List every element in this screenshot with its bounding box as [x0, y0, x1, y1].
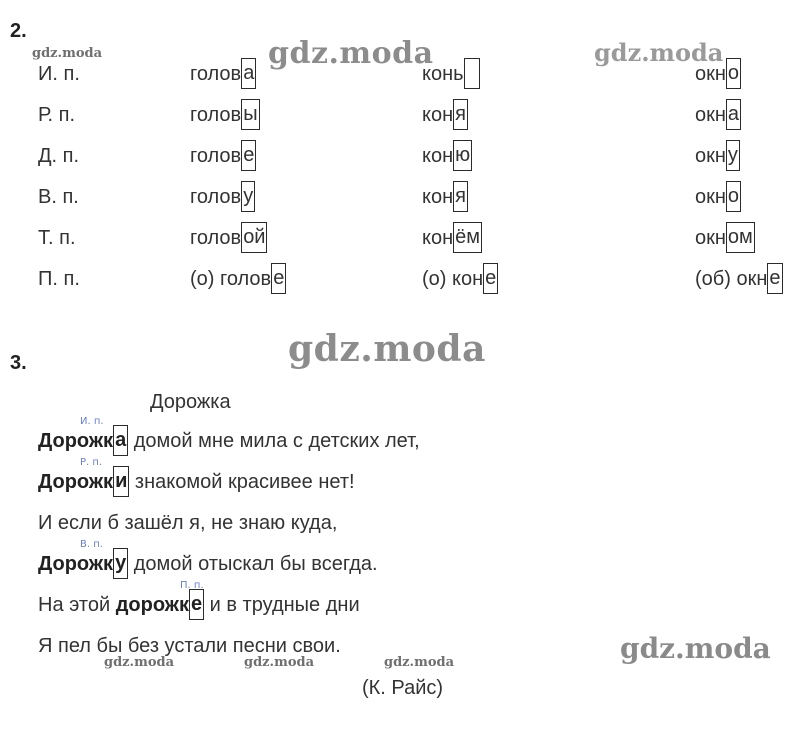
case-note: И. п. — [80, 416, 104, 427]
word-stem: окн — [695, 227, 726, 249]
poem-text: знакомой красивее нет! — [129, 471, 355, 493]
poem-line: Я пел бы без устали песни свои. — [38, 635, 341, 657]
ending-box: о — [726, 58, 741, 89]
case-note: В. п. — [80, 539, 103, 550]
word-form — [695, 136, 740, 176]
task-2-number: 2. — [10, 20, 27, 42]
ending-box: ы — [241, 99, 259, 130]
word-form — [190, 136, 256, 176]
ending-box: и — [113, 466, 129, 497]
word-stem: голов — [190, 63, 242, 85]
poem-keyword — [38, 553, 128, 575]
poem-text: домой отыскал бы всегда. — [128, 553, 378, 575]
watermark: gdz.moda — [594, 38, 724, 67]
word-form — [190, 54, 256, 94]
word-stem: Дорожк — [38, 471, 114, 493]
word-stem: конь — [422, 63, 464, 85]
word-stem: Дорожк — [38, 430, 114, 452]
poem-text: домой мне мила с детских лет, — [128, 430, 420, 452]
ending-box: е — [241, 140, 256, 171]
ending-box: е — [271, 263, 286, 294]
word-form — [422, 177, 468, 217]
poem-keyword — [38, 471, 129, 493]
watermark: gdz.moda — [244, 655, 315, 670]
word-stem: окн — [695, 186, 726, 208]
poem-line — [38, 426, 420, 456]
poem-line — [38, 549, 378, 579]
poem-line: И если б зашёл я, не знаю куда, — [38, 512, 338, 534]
word-form — [190, 218, 267, 258]
poem-text: На этой — [38, 594, 116, 616]
ending-box: ю — [453, 140, 472, 171]
word-stem: окн — [695, 145, 726, 167]
ending-box: е — [189, 589, 204, 620]
word-stem: окн — [695, 63, 726, 85]
poem-line — [38, 590, 360, 620]
word-form — [190, 259, 286, 299]
case-label: Д. п. — [38, 145, 80, 167]
word-form — [190, 95, 260, 135]
poem-author: (К. Райс) — [362, 677, 444, 699]
ending-box: а — [241, 58, 256, 89]
word-stem: Дорожк — [38, 553, 114, 575]
case-note: Р. п. — [80, 457, 103, 468]
word-form — [695, 95, 741, 135]
word-stem: (о) голов — [190, 268, 272, 290]
ending-box: ём — [453, 222, 482, 253]
poem-keyword — [38, 430, 128, 452]
word-form — [695, 177, 741, 217]
case-note: П. п. — [180, 580, 204, 591]
ending-box: у — [726, 140, 740, 171]
case-label: Т. п. — [38, 227, 76, 249]
ending-box: ой — [241, 222, 267, 253]
watermark: gdz.moda — [620, 632, 771, 665]
word-form — [190, 177, 255, 217]
word-form — [422, 136, 472, 176]
ending-box: ом — [726, 222, 755, 253]
case-label: И. п. — [38, 63, 80, 85]
poem-text: и в трудные дни — [204, 594, 360, 616]
ending-box: я — [453, 99, 468, 130]
word-stem: дорожк — [115, 594, 189, 616]
word-stem: голов — [190, 186, 242, 208]
word-form — [695, 218, 755, 258]
word-form — [695, 54, 741, 94]
ending-box: у — [241, 181, 255, 212]
word-form — [422, 54, 480, 94]
watermark: gdz.moda — [288, 328, 486, 370]
case-label: Р. п. — [38, 104, 76, 126]
case-label: П. п. — [38, 268, 80, 290]
ending-box: е — [483, 263, 498, 294]
poem-title: Дорожка — [150, 391, 231, 413]
watermark: gdz.moda — [32, 46, 103, 61]
watermark: gdz.moda — [104, 655, 175, 670]
poem-keyword — [116, 594, 204, 616]
watermark: gdz.moda — [384, 655, 455, 670]
word-stem: (об) окн — [695, 268, 768, 290]
word-stem: кон — [422, 186, 454, 208]
poem-line — [38, 467, 355, 497]
word-form — [695, 259, 783, 299]
word-stem: (о) кон — [422, 268, 484, 290]
word-stem: кон — [422, 227, 454, 249]
word-form — [422, 95, 468, 135]
ending-box: а — [726, 99, 741, 130]
ending-box: е — [767, 263, 782, 294]
ending-box: у — [113, 548, 128, 579]
word-stem: голов — [190, 104, 242, 126]
ending-box — [464, 58, 480, 89]
ending-box: о — [726, 181, 741, 212]
ending-box: я — [453, 181, 468, 212]
ending-box: а — [113, 425, 128, 456]
word-stem: кон — [422, 145, 454, 167]
word-stem: голов — [190, 227, 242, 249]
case-label: В. п. — [38, 186, 79, 208]
word-form — [422, 218, 482, 258]
word-form — [422, 259, 498, 299]
task-3-number: 3. — [10, 352, 27, 374]
word-stem: окн — [695, 104, 726, 126]
word-stem: кон — [422, 104, 454, 126]
word-stem: голов — [190, 145, 242, 167]
watermark: gdz.moda — [268, 36, 434, 71]
